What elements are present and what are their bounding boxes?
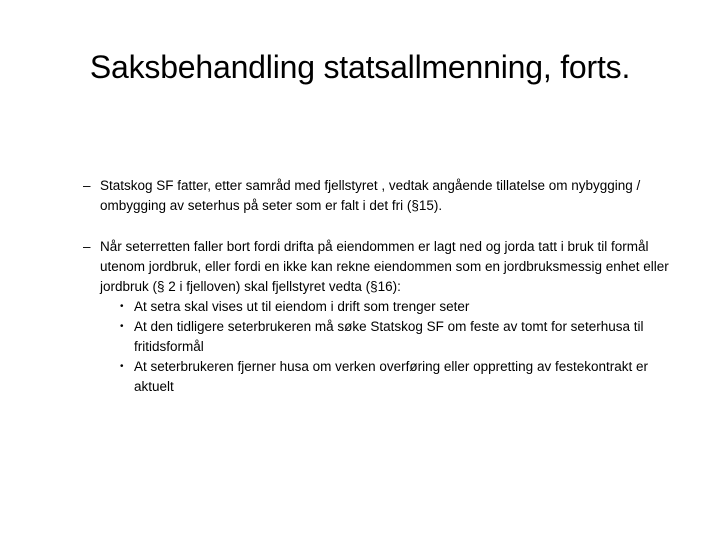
dash-bullet-marker: – xyxy=(83,178,91,193)
bullet-text: Statskog SF fatter, etter samråd med fjellstyret , vedtak angående tillatelse om nybygging / ombygging av seterhus på seter som er falt i det fri (§15). xyxy=(100,178,641,213)
sub-bullet-item xyxy=(100,317,684,357)
sub-bullet-item xyxy=(100,357,684,397)
dot-bullet-marker: • xyxy=(120,321,124,332)
bullet-item xyxy=(84,176,684,216)
slide-title: Saksbehandling statsallmenning, forts. xyxy=(89,49,631,85)
slide-content xyxy=(84,176,684,397)
sub-bullet-list xyxy=(100,297,684,397)
sub-bullet-text: At setra skal vises ut til eiendom i drift som trenger seter xyxy=(134,299,470,314)
sub-bullet-text: At seterbrukeren fjerner husa om verken overføring eller oppretting av festekontrakt er aktuelt xyxy=(134,359,648,394)
sub-bullet-item xyxy=(100,297,684,317)
bullet-text: Når seterretten faller bort fordi drifta på eiendommen er lagt ned og jorda tatt i bruk til formål utenom jordbruk, eller fordi en ikke kan rekne eiendommen som en jordbruksmessig enhet eller jordbruk (§ 2 i fjelloven) skal fjellstyret vedta (§16): xyxy=(100,239,669,294)
dot-bullet-marker: • xyxy=(120,301,124,312)
dot-bullet-marker: • xyxy=(120,361,124,372)
dash-bullet-marker: – xyxy=(83,239,91,254)
bullet-item xyxy=(84,237,684,397)
sub-bullet-text: At den tidligere seterbrukeren må søke Statskog SF om feste av tomt for seterhusa til fritidsformål xyxy=(134,319,644,354)
